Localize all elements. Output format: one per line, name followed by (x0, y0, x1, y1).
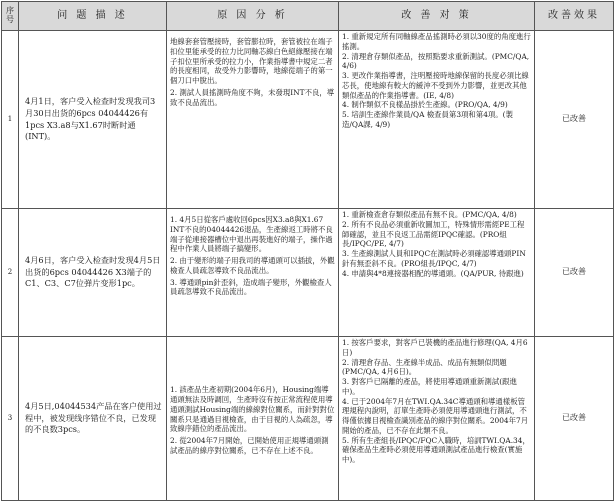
cause-item: 3. 導通頭pin針歪斜，造成端子變形，外觀檢查人員疏忽導致不良品流出。 (170, 277, 332, 297)
table-row (2, 31, 614, 209)
problem-description: 4月5日,04044534产品在客户使用过程中，被发现线序错位不良，已发现的不良数3pcs。 (19, 337, 167, 501)
table-row (2, 337, 614, 501)
action-item: 2. 所有不良品必須重新收圖加工，特殊情形需經PE工程師確認，並且不良返工品需經IPQC確認。(PRO組長/IPQC/PE, 4/7) (342, 219, 525, 249)
cause-item: 2. 測試人員搖測時角度不夠，未發現INT不良，導致不良品流出。 (170, 87, 335, 107)
improvement-report-table (1, 1, 614, 501)
row-number: 1 (2, 31, 19, 209)
header-action: 改 善 对 策 (339, 2, 535, 31)
cause-analysis (167, 209, 339, 337)
action-item: 3. 更改作業指導書，注明壓接時地線保留的長度必須比線芯長，使地線有較大的緩沖不受到外力影響，並更改其他類似產品的作業指導書。(IE, 4/8) (342, 71, 529, 100)
action-item: 3. 生產線測試人員和IPQC在測試時必須確認導通頭PIN針有無歪斜不良。(PRO組長/IPQC, 4/7) (342, 249, 526, 268)
cause-analysis (167, 337, 339, 501)
action-item: 5. 培訓生產線作業員/QA 檢查員第3項和第4項。(製造/QA課, 4/9) (342, 110, 513, 129)
table-row (2, 209, 614, 337)
cause-item: 2. 從2004年7月開始，已開始使用正規導通頭測試產品的線序對位關系，已不存在上述不良。 (170, 436, 329, 455)
cause-item: 地線套套管壓接時，套管膨拉時，套管被拉在端子扣位里能承受的拉力比同軸芯線白色絕緣壓接在端子扣位里所承受的拉力小，作業指導書中規定二者的長度相同，故受外力影響時，地線從端子的第一個刀口中脫出。 (170, 37, 333, 86)
problem-description: 4月6日，客户受入检查时发现4月5日出货的6pcs 04044426 X3端子的C1、C3、C7位弹片变形1pc。 (19, 209, 167, 337)
improvement-effect: 已改善 (535, 337, 614, 501)
action-item: 1. 按客戶要求，對客戶已裝機的產品進行修理(QA, 4月6日) (342, 338, 528, 357)
action-item: 4. 申請與4*8連接器相配的導通頭。(QA/PUR, 待跟進) (342, 268, 524, 278)
action-item: 2. 清理倉存類似產品，按照點要求重新測試。(PMC/QA, 4/6) (342, 51, 530, 71)
action-item: 1. 重新規定所有同軸線產品搖測時必須以30度的角度進行搖測。 (342, 32, 531, 51)
improvement-actions (339, 337, 535, 501)
cause-item: 1. 4月5日從客戶處收回6pcs因X3.a8與X1.67 INT不良的04044426退品，生產線返工時將不良端子從連接器槽位中退出再裝進好的端子，操作過程中作業人員將端子搞變形。 (170, 215, 333, 254)
action-item: 1. 重新檢查倉存類似產品有無不良。(PMC/QA, 4/8) (342, 210, 517, 219)
header-effect: 改善效果 (535, 2, 614, 31)
action-item: 3. 對客戶已隔離的產品，將使用導通頭重新測試(跟進中)。 (342, 377, 517, 396)
cause-item: 2. 由于變形的端子用我司的導通頭可以插拔，外觀檢查人員疏忽導致不良品流出。 (170, 256, 335, 275)
improvement-effect: 已改善 (535, 209, 614, 337)
header-problem: 问 题 描 述 (19, 2, 167, 31)
improvement-actions (339, 209, 535, 337)
row-number: 2 (2, 209, 19, 337)
cause-item: 1. 該產品生產初期(2004年6月)，Housing端導通頭無法及時調回，生產時沒有按正常流程使用導通頭測試Housing端的線線對位關系，而針對對位關系只是通過目視檢查，由于目視的人為疏忽，導致線序錯位的產品流出。 (170, 385, 335, 434)
action-item: 4. 已于2004年7月在TWI.QA.34C導通頭和導通樣板管理規程內說明，訂單生產時必須使用導通頭進行測試，不得僅依據目視檢查識別產品的線序對位關系。2004年7月開始的產品，已不存在此類不良。 (342, 396, 529, 435)
action-item: 5. 所有生產組長/IPQC/FQC入職時，培訓TWI.QA.34，確保產品生產時必須使用導通頭測試產品進行檢查(實施中)。 (342, 435, 530, 465)
improvement-effect: 已改善 (535, 31, 614, 209)
action-item: 2. 清理倉存品、生產線半成品、成品有無類似問題(PMC/QA, 4月6日)。 (342, 357, 507, 377)
problem-description: 4月1日，客户受入检查时发现我司3月30日出货的6pcs 04044426有1pcs X3.a8与X1.67时断时通(INT)。 (19, 31, 167, 209)
improvement-actions (339, 31, 535, 209)
header-row (2, 2, 614, 31)
action-item: 4. 制作類似不良樣品掛於生產線。(PRO/QA, 4/9) (342, 100, 508, 110)
header-no: 序号 (2, 2, 19, 31)
row-number: 3 (2, 337, 19, 501)
header-cause: 原 因 分 析 (167, 2, 339, 31)
cause-analysis (167, 31, 339, 209)
